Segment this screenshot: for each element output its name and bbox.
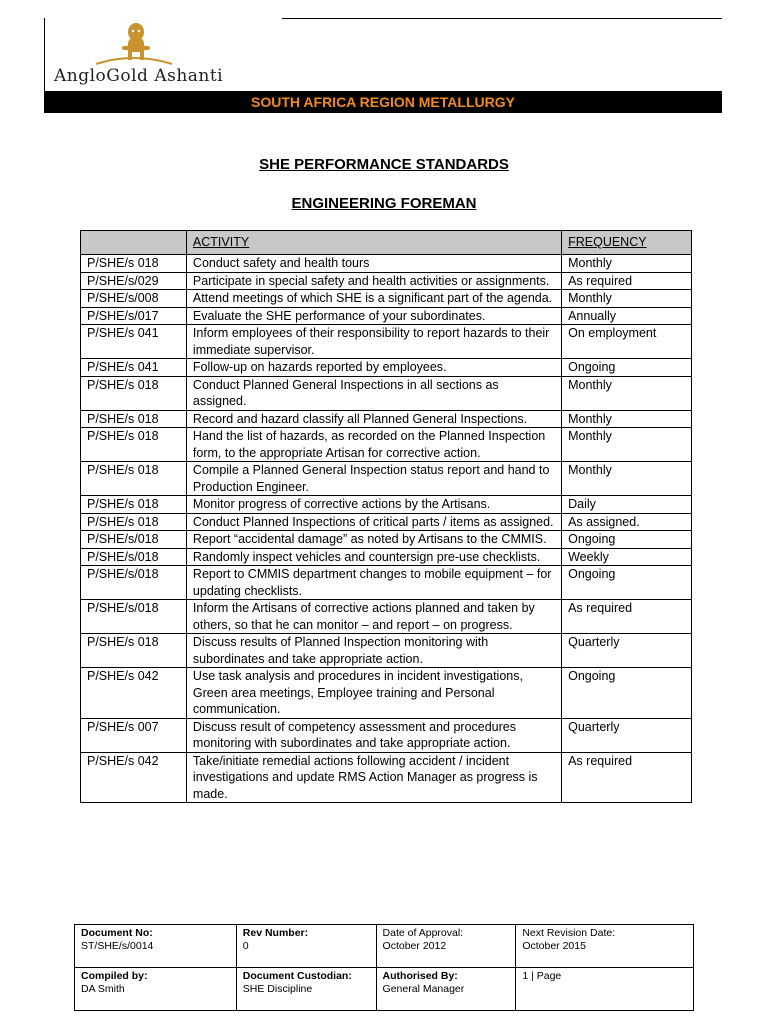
table-row	[81, 548, 692, 566]
reference-cell: P/SHE/s 018	[81, 634, 187, 668]
next-revision-cell: Next Revision Date: October 2015	[516, 925, 694, 968]
reference-cell: P/SHE/s/018	[81, 531, 187, 549]
column-header-frequency: FREQUENCY	[562, 231, 692, 255]
rev-number-cell: Rev Number: 0	[236, 925, 376, 968]
footer-row	[75, 968, 694, 1011]
table-row	[81, 255, 692, 273]
header-border-top	[282, 18, 722, 19]
table-row	[81, 428, 692, 462]
authorised-by-cell: Authorised By: General Manager	[376, 968, 516, 1011]
activity-cell: Conduct Planned Inspections of critical parts / items as assigned.	[186, 513, 561, 531]
page-title: SHE PERFORMANCE STANDARDS	[259, 156, 509, 173]
table-row	[81, 410, 692, 428]
doc-number: ST/SHE/s/0014	[81, 940, 154, 952]
activity-cell: Take/initiate remedial actions following accident / incident investigations and update RMS Action Manager as progress is made.	[186, 752, 561, 803]
table-row	[81, 325, 692, 359]
activity-cell: Compile a Planned General Inspection status report and hand to Production Engineer.	[186, 462, 561, 496]
table-row	[81, 359, 692, 377]
authorised-by: General Manager	[382, 983, 465, 995]
page-subtitle: ENGINEERING FOREMAN	[291, 195, 477, 212]
activity-cell: Randomly inspect vehicles and countersign pre-use checklists.	[186, 548, 561, 566]
table-row	[81, 752, 692, 803]
frequency-cell: Ongoing	[562, 531, 692, 549]
reference-cell: P/SHE/s 018	[81, 376, 187, 410]
table-row	[81, 290, 692, 308]
activity-cell: Inform employees of their responsibility to report hazards to their immediate supervisor.	[186, 325, 561, 359]
activity-cell: Hand the list of hazards, as recorded on the Planned Inspection form, to the appropriate Artisan for corrective action.	[186, 428, 561, 462]
document-control-footer	[74, 924, 694, 1011]
frequency-cell: Monthly	[562, 428, 692, 462]
company-logo	[54, 22, 284, 90]
reference-cell: P/SHE/s 018	[81, 255, 187, 273]
table-row	[81, 496, 692, 514]
footer-row	[75, 925, 694, 968]
activity-cell: Conduct safety and health tours	[186, 255, 561, 273]
table-row	[81, 718, 692, 752]
frequency-cell: Quarterly	[562, 634, 692, 668]
frequency-cell: Monthly	[562, 462, 692, 496]
reference-cell: P/SHE/s/018	[81, 548, 187, 566]
column-header-reference	[81, 231, 187, 255]
activity-cell: Follow-up on hazards reported by employees.	[186, 359, 561, 377]
table-row	[81, 513, 692, 531]
rev-number: 0	[242, 940, 249, 952]
frequency-cell: Weekly	[562, 548, 692, 566]
compiled-by: DA Smith	[81, 983, 125, 995]
frequency-cell: Monthly	[562, 410, 692, 428]
logo-wordmark: AngloGold Ashanti	[54, 66, 224, 86]
frequency-cell: On employment	[562, 325, 692, 359]
table-header-row	[81, 231, 692, 255]
reference-cell: P/SHE/s 041	[81, 325, 187, 359]
frequency-cell: Annually	[562, 307, 692, 325]
frequency-cell: Quarterly	[562, 718, 692, 752]
activity-cell: Discuss results of Planned Inspection monitoring with subordinates and take appropriate action.	[186, 634, 561, 668]
reference-cell: P/SHE/s 041	[81, 359, 187, 377]
table-row	[81, 566, 692, 600]
table-row	[81, 531, 692, 549]
activity-cell: Attend meetings of which SHE is a significant part of the agenda.	[186, 290, 561, 308]
page-number: 1 | Page	[522, 970, 562, 982]
doc-number-cell: Document No: ST/SHE/s/0014	[75, 925, 237, 968]
table-row	[81, 307, 692, 325]
activity-cell: Record and hazard classify all Planned General Inspections.	[186, 410, 561, 428]
activity-cell: Inform the Artisans of corrective actions planned and taken by others, so that he can monitor – and report – on progress.	[186, 600, 561, 634]
activity-cell: Participate in special safety and health activities or assignments.	[186, 272, 561, 290]
reference-cell: P/SHE/s/029	[81, 272, 187, 290]
activity-cell: Report “accidental damage” as noted by Artisans to the CMMIS.	[186, 531, 561, 549]
table-row	[81, 634, 692, 668]
frequency-cell: Monthly	[562, 290, 692, 308]
reference-cell: P/SHE/s 018	[81, 410, 187, 428]
reference-cell: P/SHE/s/017	[81, 307, 187, 325]
table-row	[81, 376, 692, 410]
lion-logo-icon	[94, 22, 174, 66]
activity-cell: Discuss result of competency assessment and procedures monitoring with subordinates and take appropriate action.	[186, 718, 561, 752]
reference-cell: P/SHE/s 018	[81, 513, 187, 531]
activity-cell: Use task analysis and procedures in incident investigations, Green area meetings, Employee training and Personal communication.	[186, 668, 561, 719]
table-row	[81, 462, 692, 496]
approval-date-cell: Date of Approval: October 2012	[376, 925, 516, 968]
frequency-cell: Ongoing	[562, 668, 692, 719]
reference-cell: P/SHE/s/008	[81, 290, 187, 308]
region-banner	[44, 91, 722, 113]
header-border-left	[44, 18, 45, 96]
frequency-cell: Daily	[562, 496, 692, 514]
reference-cell: P/SHE/s 042	[81, 752, 187, 803]
activity-cell: Report to CMMIS department changes to mobile equipment – for updating checklists.	[186, 566, 561, 600]
reference-cell: P/SHE/s 018	[81, 428, 187, 462]
performance-standards-table	[80, 230, 692, 803]
reference-cell: P/SHE/s 018	[81, 496, 187, 514]
frequency-cell: As required	[562, 272, 692, 290]
frequency-cell: Ongoing	[562, 566, 692, 600]
approval-date: October 2012	[382, 940, 447, 952]
reference-cell: P/SHE/s/018	[81, 566, 187, 600]
reference-cell: P/SHE/s 018	[81, 462, 187, 496]
reference-cell: P/SHE/s 007	[81, 718, 187, 752]
table-row	[81, 668, 692, 719]
activity-cell: Evaluate the SHE performance of your subordinates.	[186, 307, 561, 325]
activity-cell: Monitor progress of corrective actions by the Artisans.	[186, 496, 561, 514]
page-number-cell	[516, 968, 694, 1011]
table-row	[81, 272, 692, 290]
reference-cell: P/SHE/s 042	[81, 668, 187, 719]
next-revision-date: October 2015	[522, 940, 586, 952]
column-header-activity: ACTIVITY	[186, 231, 561, 255]
activity-cell: Conduct Planned General Inspections in all sections as assigned.	[186, 376, 561, 410]
frequency-cell: Monthly	[562, 255, 692, 273]
reference-cell: P/SHE/s/018	[81, 600, 187, 634]
table-row	[81, 600, 692, 634]
custodian: SHE Discipline	[242, 983, 313, 995]
frequency-cell: As assigned.	[562, 513, 692, 531]
frequency-cell: As required	[562, 600, 692, 634]
compiled-by-cell: Compiled by: DA Smith	[75, 968, 237, 1011]
custodian-cell: Document Custodian: SHE Discipline	[236, 968, 376, 1011]
frequency-cell: As required	[562, 752, 692, 803]
frequency-cell: Monthly	[562, 376, 692, 410]
frequency-cell: Ongoing	[562, 359, 692, 377]
region-title: SOUTH AFRICA REGION METALLURGY	[251, 94, 515, 110]
